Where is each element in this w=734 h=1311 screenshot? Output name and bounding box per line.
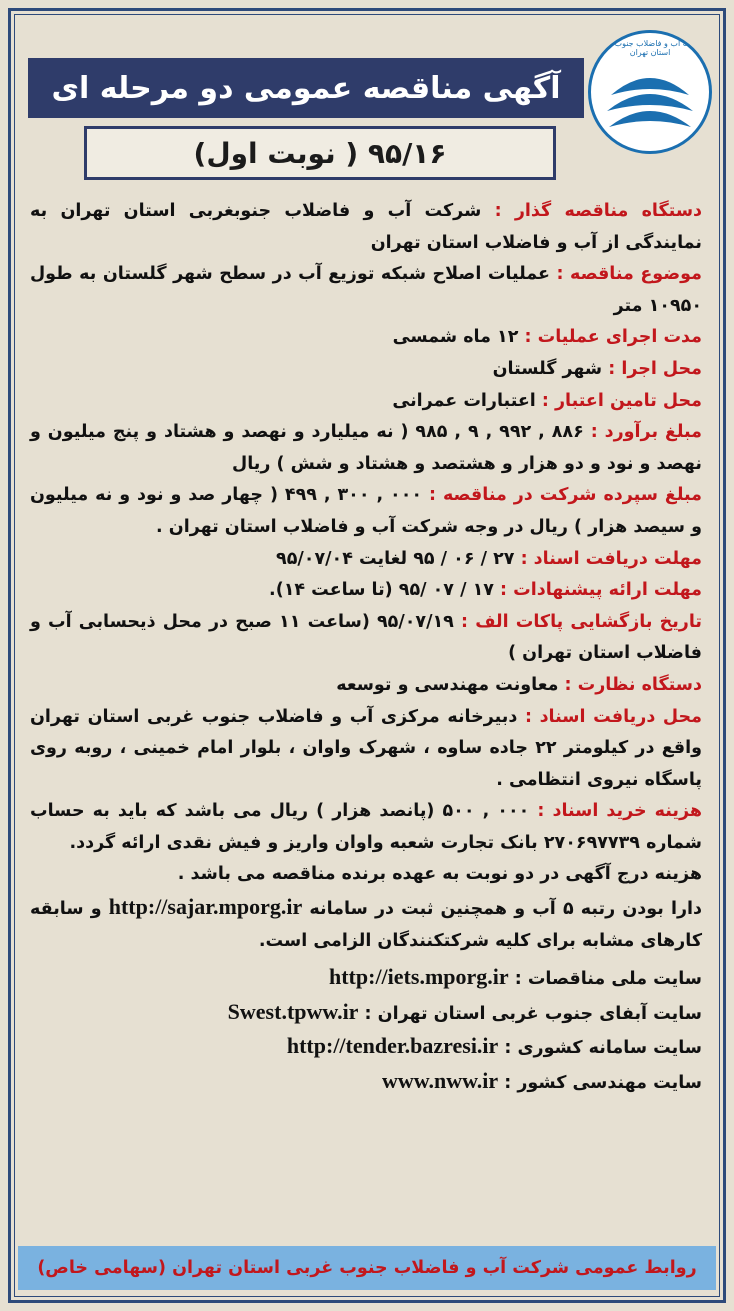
company-logo xyxy=(588,30,712,154)
item-label: هزینه خرید اسناد : xyxy=(537,801,702,822)
item-duration xyxy=(30,322,702,354)
item-text: دبیرخانه مرکزی آب و فاضلاب جنوب غربی استان تهران واقع در کیلومتر ۲۲ جاده ساوه ، شهرک واوان ، بلوار امام خمینی ، روبه روی پاسگاه نیروی انتظامی . xyxy=(30,706,702,790)
site-row xyxy=(30,996,702,1031)
site-link-swest[interactable]: Swest.tpww.ir xyxy=(227,998,359,1024)
item-text: معاونت مهندسی و توسعه xyxy=(336,674,565,695)
site-label: سایت ملی مناقصات : xyxy=(514,969,702,990)
item-label: مهلت دریافت اسناد : xyxy=(520,548,702,569)
item-label: محل اجرا : xyxy=(608,358,702,379)
cost-note: هزینه درج آگهی در دو نوبت به عهده برنده مناقصه می باشد . xyxy=(177,864,702,885)
item-label: مدت اجرای عملیات : xyxy=(524,327,702,348)
item-location xyxy=(30,354,702,386)
item-tender-organizer xyxy=(30,196,702,259)
item-text: ۰۰۰ , ۵۰۰ (پانصد هزار ) ریال می باشد که باید به حساب شماره ۲۷۰۶۹۷۷۳۹ بانک تجارت شعبه واوان واریز و فیش نقدی ارائه گردد. xyxy=(30,801,702,853)
item-funding xyxy=(30,386,702,418)
site-link-tender[interactable]: http://tender.bazresi.ir xyxy=(286,1033,499,1059)
site-link-nww[interactable]: www.nww.ir xyxy=(382,1068,499,1094)
item-subject xyxy=(30,259,702,322)
requirements-text: دارا بودن رتبه ۵ آب و همچنین ثبت در سامانه xyxy=(309,899,703,920)
item-estimate xyxy=(30,417,702,480)
logo-text: شرکت آب و فاضلاب جنوب غربی استان تهران xyxy=(594,39,706,57)
site-row xyxy=(30,1065,702,1100)
item-docs-cost xyxy=(30,796,702,859)
item-proposal-deadline xyxy=(30,575,702,607)
item-label: مهلت ارائه پیشنهادات : xyxy=(500,580,702,601)
item-text: ۰۰۰ , ۳۰۰ , ۴۹۹ ( چهار صد و نود و نه میلیون و سیصد هزار ) ریال در وجه شرکت آب و فاضلاب استان تهران . xyxy=(30,485,702,537)
requirements-text-end: و سابقه کارهای مشابه برای کلیه شرکتکنندگان الزامی است. xyxy=(30,899,702,951)
item-text: ۹۵/۰۷/۱۹ (ساعت ۱۱ صبح در محل ذیحسابی آب و فاضلاب استان تهران ) xyxy=(30,611,702,664)
item-label: موضوع مناقصه : xyxy=(556,264,702,285)
item-text: شرکت آب و فاضلاب جنوبغربی استان تهران به نمایندگی از آب و فاضلاب استان تهران xyxy=(30,201,702,253)
site-label: سایت آبفای جنوب غربی استان تهران : xyxy=(364,1003,702,1024)
item-text: ۱۲ ماه شمسی xyxy=(392,327,525,348)
item-opening-date xyxy=(30,607,702,670)
notice-body xyxy=(30,196,702,1100)
websites-list xyxy=(30,961,702,1099)
item-label: مبلغ سپرده شرکت در مناقصه : xyxy=(429,485,703,506)
requirements-note xyxy=(30,891,702,957)
footer-public-relations: روابط عمومی شرکت آب و فاضلاب جنوب غربی استان تهران (سهامی خاص) xyxy=(18,1246,716,1290)
site-label: سایت سامانه کشوری : xyxy=(504,1038,702,1059)
item-label: تاریخ بازگشایی پاکات الف : xyxy=(461,611,703,632)
item-label: محل دریافت اسناد : xyxy=(524,706,702,727)
item-supervisor xyxy=(30,670,702,702)
item-text: عملیات اصلاح شبکه توزیع آب در سطح شهر گلستان به طول ۱۰۹۵۰ متر xyxy=(30,264,702,316)
item-docs-deadline xyxy=(30,544,702,576)
item-docs-location xyxy=(30,702,702,797)
item-label: مبلغ برآورد : xyxy=(590,422,703,443)
site-row xyxy=(30,961,702,996)
item-label: محل تامین اعتبار : xyxy=(541,390,702,411)
item-text: ۱۷ / ۰۷ /۹۵ (تا ساعت ۱۴). xyxy=(269,580,501,601)
item-label: دستگاه مناقصه گذار : xyxy=(494,201,703,221)
item-text: ۲۷ / ۰۶ / ۹۵ لغایت ۹۵/۰۷/۰۴ xyxy=(276,548,521,569)
site-label: سایت مهندسی کشور : xyxy=(504,1073,702,1094)
item-deposit xyxy=(30,480,702,543)
sajar-link[interactable]: http://sajar.mporg.ir xyxy=(108,894,303,920)
item-text: ۸۸۶ , ۹۹۲ , ۹ , ۹۸۵ ( نه میلیارد و نهصد و هشتاد و پنج میلیون و نهصد و نود و دو هزار و هشتصد و هشتاد و شش ) ریال xyxy=(30,422,702,474)
notice-number: ۹۵/۱۶ ( نوبت اول) xyxy=(84,126,556,180)
site-row xyxy=(30,1030,702,1065)
item-label: دستگاه نظارت : xyxy=(564,674,702,695)
site-link-iets[interactable]: http://iets.mporg.ir xyxy=(329,964,509,990)
item-text: اعتبارات عمرانی xyxy=(392,390,542,411)
item-text: شهر گلستان xyxy=(492,358,609,379)
notice-title: آگهی مناقصه عمومی دو مرحله ای xyxy=(28,58,584,118)
